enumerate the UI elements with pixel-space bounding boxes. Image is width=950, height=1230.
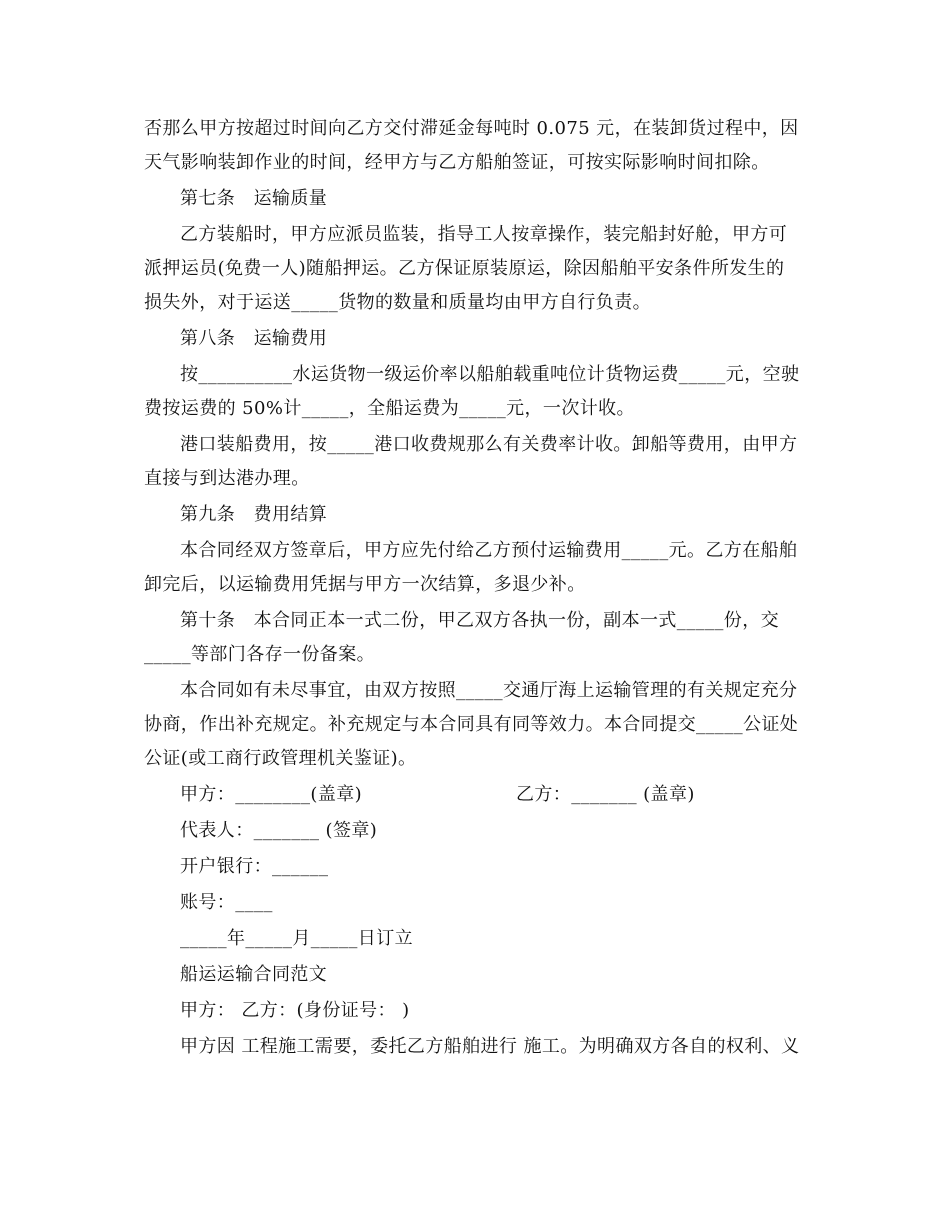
article-heading: 第七条 运输质量: [180, 188, 328, 209]
article-heading: 第九条 费用结算: [180, 504, 328, 525]
document-page: [144, 112, 804, 1064]
body-line: 否那么甲方按超过时间向乙方交付滞延金每吨时 0.075 元，在装卸货过程中，因: [144, 118, 799, 139]
body-line: 公证(或工商行政管理机关鉴证)。: [144, 748, 417, 769]
representative-field: 代表人：_______ (签章): [180, 820, 378, 841]
parties-line: 甲方： 乙方：(身份证号： ): [180, 1000, 410, 1021]
date-field: _____年_____月_____日订立: [180, 928, 413, 949]
article-heading: 第十条 本合同正本一式二份，甲乙双方各执一份，副本一式_____份，交: [180, 610, 779, 631]
body-line: _____等部门各存一份备案。: [144, 644, 375, 665]
bank-field: 开户银行：______: [180, 856, 329, 877]
body-line: 本合同如有未尽事宜，由双方按照_____交通厅海上运输管理的有关规定充分: [180, 680, 798, 701]
body-line: 直接与到达港办理。: [144, 468, 310, 489]
article-heading: 第八条 运输费用: [180, 328, 328, 349]
body-line: 按__________水运货物一级运价率以船舶载重吨位计货物运费_____元，空驶: [180, 364, 800, 385]
body-line: 港口装船费用，按_____港口收费规那么有关费率计收。卸船等费用，由甲方: [180, 434, 798, 455]
body-line: 乙方装船时，甲方应派员监装，指导工人按章操作，装完船封好舱，甲方可: [180, 224, 788, 245]
body-line: 本合同经双方签章后，甲方应先付给乙方预付运输费用_____元。乙方在船舶: [180, 540, 798, 561]
account-field: 账号：____: [180, 892, 273, 913]
party-a-signature: 甲方：________(盖章): [180, 784, 363, 805]
body-line: 协商，作出补充规定。补充规定与本合同具有同等效力。本合同提交_____公证处: [144, 714, 799, 735]
body-line: 损失外，对于运送_____货物的数量和质量均由甲方自行负责。: [144, 292, 651, 313]
intro-line: 甲方因 工程施工需要，委托乙方船舶进行 施工。为明确双方各自的权利、义: [180, 1036, 800, 1057]
body-line: 派押运员(免费一人)随船押运。乙方保证原装原运，除因船舶平安条件所发生的: [144, 258, 785, 279]
party-b-signature: 乙方：_______ (盖章): [516, 784, 695, 805]
body-line: 卸完后，以运输费用凭据与甲方一次结算，多退少补。: [144, 574, 586, 595]
body-line: 费按运费的 50%计_____，全船运费为_____元，一次计收。: [144, 398, 635, 419]
signature-row: [144, 778, 804, 812]
body-line: 天气影响装卸作业的时间，经甲方与乙方船舶签证，可按实际影响时间扣除。: [144, 152, 770, 173]
section-title: 船运运输合同范文: [180, 964, 328, 985]
